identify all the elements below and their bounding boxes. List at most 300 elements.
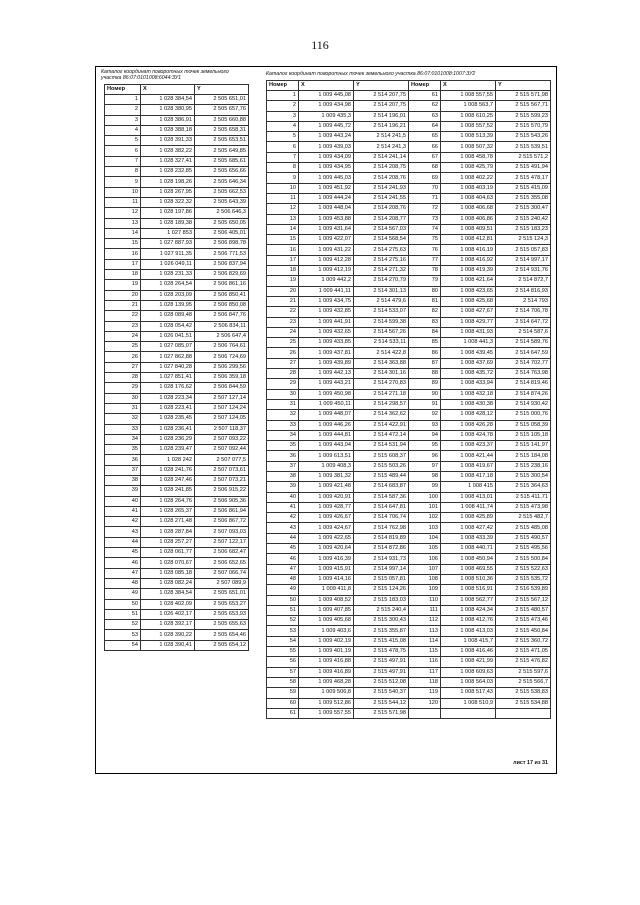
- table-cell: 2 507 122,17: [195, 537, 249, 547]
- table-row: [267, 348, 551, 358]
- table-cell: 1 009 431,64: [299, 224, 354, 234]
- table-cell: 2 514 647,72: [496, 317, 551, 327]
- table-cell: 1 027 840,28: [141, 362, 195, 372]
- table-cell: 19: [105, 280, 141, 290]
- table-cell: 2 515 057,83: [496, 245, 551, 255]
- table-cell: 58: [267, 677, 299, 687]
- table-cell: 5: [105, 136, 141, 146]
- table-row: [267, 163, 551, 173]
- table-cell: 2 515 539,51: [496, 142, 551, 152]
- table-cell: 35: [105, 445, 141, 455]
- table-cell: 15: [105, 239, 141, 249]
- table-cell: 1 008 510,9: [441, 698, 496, 708]
- table-cell: 2 505 643,39: [195, 197, 249, 207]
- table-cell: 1 009 422,07: [299, 235, 354, 245]
- table-row: [105, 393, 249, 403]
- table-row: [267, 286, 551, 296]
- table-cell: 7: [267, 152, 299, 162]
- table-cell: 88: [409, 369, 441, 379]
- table-cell: 2 515 570,79: [496, 121, 551, 131]
- table-cell: 23: [267, 317, 299, 327]
- table-cell: 1 028 089,48: [141, 311, 195, 321]
- table-cell: 2 514 241,93: [354, 183, 409, 193]
- table-cell: 31: [267, 399, 299, 409]
- table-cell: 91: [409, 399, 441, 409]
- table-cell: 1 009 557,55: [299, 708, 354, 718]
- header-number: Номер: [409, 81, 441, 91]
- table-cell: 1 009 512,86: [299, 698, 354, 708]
- table-cell: 73: [409, 214, 441, 224]
- table-cell: 81: [409, 296, 441, 306]
- table-cell: 38: [267, 471, 299, 481]
- table-cell: 1 009 434,98: [299, 101, 354, 111]
- table-row: [105, 259, 249, 269]
- table-cell: 1 008 412,81: [441, 235, 496, 245]
- table-cell: 2 507 073,21: [195, 475, 249, 485]
- table-cell: 1 008 423,37: [441, 441, 496, 451]
- table-cell: 50: [267, 595, 299, 605]
- table-cell: 2 515 571,98: [354, 708, 409, 718]
- table-cell: 12: [267, 204, 299, 214]
- table-row: [267, 317, 551, 327]
- table-row: [105, 496, 249, 506]
- table-cell: 2 514 874,26: [496, 389, 551, 399]
- table-row: [105, 115, 249, 125]
- table-cell: 1 028 287,84: [141, 527, 195, 537]
- table-cell: 34: [105, 434, 141, 444]
- table-cell: 2 505 662,53: [195, 187, 249, 197]
- table-cell: 33: [267, 420, 299, 430]
- table-cell: 2 515 141,97: [496, 441, 551, 451]
- table-row: [105, 239, 249, 249]
- table-cell: 1 027 851,41: [141, 373, 195, 383]
- table-cell: 2 514 568,54: [354, 235, 409, 245]
- table-cell: 34: [267, 430, 299, 440]
- table-cell: 1 009 414,16: [299, 574, 354, 584]
- table-cell: 2 515 566,7: [496, 677, 551, 687]
- table-row: [267, 111, 551, 121]
- table-cell: 1 009 424,67: [299, 523, 354, 533]
- table-cell: 2 515 608,37: [354, 451, 409, 461]
- table-cell: 1 009 408,3: [299, 461, 354, 471]
- table-cell: 2 506 837,94: [195, 259, 249, 269]
- table-cell: 16: [267, 245, 299, 255]
- table-row: [267, 224, 551, 234]
- table-cell: 2 515 497,91: [354, 657, 409, 667]
- table-cell: [441, 708, 496, 718]
- table-row: [267, 173, 551, 183]
- table-cell: 26: [267, 348, 299, 358]
- table-row: [105, 445, 249, 455]
- header-y: Y: [195, 85, 249, 95]
- coordinates-table-zu1: [104, 84, 249, 651]
- table-cell: 2 515 543,26: [496, 132, 551, 142]
- table-cell: 72: [409, 204, 441, 214]
- table-row: [105, 630, 249, 640]
- table-cell: 31: [105, 403, 141, 413]
- table-cell: 6: [105, 146, 141, 156]
- table-row: [267, 430, 551, 440]
- table-cell: 23: [105, 321, 141, 331]
- table-cell: 3: [267, 111, 299, 121]
- table-cell: 1 009 431,22: [299, 245, 354, 255]
- table-cell: 2 514 997,14: [354, 564, 409, 574]
- table-cell: 2 506 771,53: [195, 249, 249, 259]
- table-cell: 2 515 238,16: [496, 461, 551, 471]
- table-cell: 2 507 093,03: [195, 527, 249, 537]
- table-cell: 2 515 503,26: [354, 461, 409, 471]
- table-cell: 2 515 355,08: [496, 193, 551, 203]
- table-cell: 1 028 176,62: [141, 383, 195, 393]
- header-number: Номер: [267, 81, 299, 91]
- table-cell: 2 514 208,77: [354, 214, 409, 224]
- table-cell: 1 008 516,91: [441, 585, 496, 595]
- table-cell: 1 026 402,17: [141, 609, 195, 619]
- table-cell: 1 028 265,37: [141, 506, 195, 516]
- table-cell: 1 008 510,36: [441, 574, 496, 584]
- table-cell: 1 009 422,65: [299, 533, 354, 543]
- table-cell: 1 028 231,33: [141, 270, 195, 280]
- table-cell: 90: [409, 389, 441, 399]
- table-cell: 1 009 450,98: [299, 389, 354, 399]
- table-cell: 113: [409, 626, 441, 636]
- table-cell: 13: [267, 214, 299, 224]
- table-cell: 49: [267, 585, 299, 595]
- table-cell: 102: [409, 513, 441, 523]
- table-cell: 1 028 264,76: [141, 496, 195, 506]
- table-cell: 2 514 472,14: [354, 430, 409, 440]
- table-cell: 1 008 458,78: [441, 152, 496, 162]
- table-cell: 98: [409, 471, 441, 481]
- table-cell: 28: [267, 369, 299, 379]
- table-cell: 44: [105, 537, 141, 547]
- table-cell: 78: [409, 266, 441, 276]
- table-cell: 39: [267, 482, 299, 492]
- table-cell: 67: [409, 152, 441, 162]
- table-row: [105, 383, 249, 393]
- table-cell: 2 507 092,44: [195, 445, 249, 455]
- table-cell: 1 009 381,32: [299, 471, 354, 481]
- table-cell: 1 008 413,01: [441, 492, 496, 502]
- table-cell: 1 009 401,19: [299, 647, 354, 657]
- table-cell: 32: [267, 410, 299, 420]
- table-cell: 1 008 435,72: [441, 369, 496, 379]
- table-row: [105, 352, 249, 362]
- table-cell: 1: [267, 91, 299, 101]
- table-row: [105, 558, 249, 568]
- table-cell: 40: [267, 492, 299, 502]
- table-cell: 30: [105, 393, 141, 403]
- table-cell: 2 506 867,72: [195, 517, 249, 527]
- table-cell: 1 028 271,48: [141, 517, 195, 527]
- table-cell: 1 009 444,24: [299, 193, 354, 203]
- table-row: [105, 578, 249, 588]
- table-cell: 2 506 829,69: [195, 270, 249, 280]
- table-cell: 1 026 049,11: [141, 259, 195, 269]
- table-cell: 2 514 599,38: [354, 317, 409, 327]
- table-cell: 1 028 382,22: [141, 146, 195, 156]
- table-cell: 1 009 412,19: [299, 266, 354, 276]
- table-cell: 2 506 647,4: [195, 331, 249, 341]
- table-cell: 65: [409, 132, 441, 142]
- table-cell: 1 009 453,88: [299, 214, 354, 224]
- table-cell: 19: [267, 276, 299, 286]
- table-cell: 1 027 853: [141, 228, 195, 238]
- table-cell: 2 514 997,17: [496, 255, 551, 265]
- table-cell: 6: [267, 142, 299, 152]
- table-cell: 97: [409, 461, 441, 471]
- table-cell: 1 009 445,72: [299, 121, 354, 131]
- table-cell: 2 514 533,11: [354, 338, 409, 348]
- table-cell: 2 514 706,74: [354, 513, 409, 523]
- table-cell: 10: [105, 187, 141, 197]
- table-row: [267, 544, 551, 554]
- table-cell: 2 514 275,16: [354, 255, 409, 265]
- table-cell: 1 009 416,39: [299, 554, 354, 564]
- table-cell: 99: [409, 482, 441, 492]
- table-row: [105, 403, 249, 413]
- table-cell: 2 514 589,76: [496, 338, 551, 348]
- table-cell: 120: [409, 698, 441, 708]
- table-cell: 2 514 241,14: [354, 152, 409, 162]
- table-cell: 82: [409, 307, 441, 317]
- table-cell: 2 514 363,88: [354, 358, 409, 368]
- table-row: [105, 424, 249, 434]
- table-cell: 1 009 443,04: [299, 441, 354, 451]
- table-cell: 1 028 388,18: [141, 125, 195, 135]
- table-row: [267, 266, 551, 276]
- table-row: [267, 523, 551, 533]
- table-row: [267, 441, 551, 451]
- table-cell: 1 009 443,24: [299, 132, 354, 142]
- table-cell: 2 515 495,56: [496, 544, 551, 554]
- table-row: [105, 270, 249, 280]
- table-cell: 108: [409, 574, 441, 584]
- table-cell: 26: [105, 352, 141, 362]
- table-cell: 1 028 380,95: [141, 105, 195, 115]
- table-row: [267, 554, 551, 564]
- table-cell: 1 008 415,7: [441, 636, 496, 646]
- table-cell: 2 515 538,83: [496, 688, 551, 698]
- table-row: [105, 321, 249, 331]
- table-cell: 2 515 473,46: [496, 616, 551, 626]
- table-row: [267, 358, 551, 368]
- table-cell: 17: [267, 255, 299, 265]
- table-cell: 1 028 198,26: [141, 177, 195, 187]
- table-cell: 9: [105, 177, 141, 187]
- table-cell: 36: [105, 455, 141, 465]
- table-cell: 38: [105, 475, 141, 485]
- table-cell: 1 008 433,39: [441, 533, 496, 543]
- table-cell: 2 515 489,44: [354, 471, 409, 481]
- table-cell: 116: [409, 657, 441, 667]
- table-row: [267, 399, 551, 409]
- table-cell: 2 514 763,98: [496, 369, 551, 379]
- table-row: [267, 533, 551, 543]
- table-cell: 2 506 905,36: [195, 496, 249, 506]
- table-cell: 1 028 384,54: [141, 589, 195, 599]
- table-cell: 25: [267, 338, 299, 348]
- table-cell: 2 505 646,34: [195, 177, 249, 187]
- table-cell: 32: [105, 414, 141, 424]
- table-cell: 1 009 613,51: [299, 451, 354, 461]
- table-cell: 2 506 359,18: [195, 373, 249, 383]
- table-cell: 2 507 073,61: [195, 465, 249, 475]
- table-row: [105, 342, 249, 352]
- table-cell: 27: [267, 358, 299, 368]
- table-cell: 2 515 599,23: [496, 111, 551, 121]
- table-cell: 2 514 208,76: [354, 173, 409, 183]
- table-cell: 54: [105, 640, 141, 650]
- table-row: [267, 585, 551, 595]
- table-cell: 118: [409, 677, 441, 687]
- table-cell: 2 515 183,23: [496, 224, 551, 234]
- table-cell: 35: [267, 441, 299, 451]
- table-row: [267, 492, 551, 502]
- table-row: [105, 527, 249, 537]
- table-cell: 1 008 402,22: [441, 173, 496, 183]
- table-row: [267, 605, 551, 615]
- table-cell: 48: [105, 578, 141, 588]
- table-cell: 2 515 473,98: [496, 502, 551, 512]
- table-cell: 107: [409, 564, 441, 574]
- table-cell: 2 515 057,81: [354, 574, 409, 584]
- table-cell: 1 008 557,55: [441, 91, 496, 101]
- table-cell: 2 506 844,59: [195, 383, 249, 393]
- table-row: [267, 204, 551, 214]
- table-cell: 109: [409, 585, 441, 595]
- table-cell: 2: [105, 105, 141, 115]
- table-cell: 100: [409, 492, 441, 502]
- table-row: [105, 105, 249, 115]
- table-row: [105, 475, 249, 485]
- table-cell: 57: [267, 667, 299, 677]
- table-cell: 1 028 242: [141, 455, 195, 465]
- table-cell: 2 515 512,08: [354, 677, 409, 687]
- table-cell: 2 515 491,94: [496, 163, 551, 173]
- table-cell: 79: [409, 276, 441, 286]
- table-cell: 84: [409, 327, 441, 337]
- table-cell: 1 028 223,41: [141, 403, 195, 413]
- table-row: [267, 688, 551, 698]
- header-x: X: [441, 81, 496, 91]
- table-cell: 1 008 610,25: [441, 111, 496, 121]
- table-cell: 1 028 203,09: [141, 290, 195, 300]
- header-x: X: [299, 81, 354, 91]
- table-cell: 1 027 085,07: [141, 342, 195, 352]
- table-cell: 46: [267, 554, 299, 564]
- table-row: [267, 451, 551, 461]
- table-cell: 1 008 562,77: [441, 595, 496, 605]
- table-cell: 1 008 412,76: [441, 616, 496, 626]
- table-cell: 7: [105, 156, 141, 166]
- table-cell: 1 008 424,78: [441, 430, 496, 440]
- table-cell: 14: [267, 224, 299, 234]
- table-row: [267, 276, 551, 286]
- table-row: [105, 465, 249, 475]
- table-cell: 2 514 208,76: [354, 204, 409, 214]
- table-cell: 47: [105, 568, 141, 578]
- table-cell: 2 514 301,16: [354, 369, 409, 379]
- table-cell: 68: [409, 163, 441, 173]
- table-row: [267, 296, 551, 306]
- table-cell: 2 515 415,08: [354, 636, 409, 646]
- table-cell: 1 027 911,35: [141, 249, 195, 259]
- table-cell: 1 028 189,38: [141, 218, 195, 228]
- table-cell: 2 514 816,93: [496, 286, 551, 296]
- table-cell: 2 514 533,07: [354, 307, 409, 317]
- table-cell: 1 009 448,07: [299, 410, 354, 420]
- table-cell: 1 009 416,89: [299, 667, 354, 677]
- table-cell: 43: [105, 527, 141, 537]
- table-row: [267, 193, 551, 203]
- table-cell: 2 506 646,3: [195, 208, 249, 218]
- table-cell: 1 027 887,93: [141, 239, 195, 249]
- table-cell: 2 515 567,71: [496, 101, 551, 111]
- table-cell: 1 008 469,55: [441, 564, 496, 574]
- table-cell: 1 009 437,81: [299, 348, 354, 358]
- table-cell: 2 514 931,73: [354, 554, 409, 564]
- table-row: [267, 461, 551, 471]
- table-cell: 2 515 300,47: [496, 204, 551, 214]
- table-cell: 2 515 497,91: [354, 667, 409, 677]
- table-row: [105, 537, 249, 547]
- table-cell: 2 515 535,72: [496, 574, 551, 584]
- table-cell: 2 506 764,61: [195, 342, 249, 352]
- table-cell: 2 514 702,77: [496, 358, 551, 368]
- table-cell: 39: [105, 486, 141, 496]
- table-row: [267, 471, 551, 481]
- table-cell: 2 515 240,42: [496, 214, 551, 224]
- table-row: [105, 486, 249, 496]
- table-row: [105, 362, 249, 372]
- table-cell: 1 008 513,39: [441, 132, 496, 142]
- table-cell: 117: [409, 667, 441, 677]
- table-cell: 71: [409, 193, 441, 203]
- table-cell: 2 505 651,01: [195, 95, 249, 105]
- table-cell: 2 515 364,63: [496, 482, 551, 492]
- table-cell: 2 514 683,87: [354, 482, 409, 492]
- table-cell: 1 008 416,46: [441, 647, 496, 657]
- table-row: [267, 616, 551, 626]
- table-cell: 2 514 422,8: [354, 348, 409, 358]
- table-row: [105, 620, 249, 630]
- table-cell: 2 514 872,7: [496, 276, 551, 286]
- table-cell: 2 507 077,5: [195, 455, 249, 465]
- table-cell: [496, 708, 551, 718]
- table-cell: 1 009 432,85: [299, 307, 354, 317]
- table-cell: 1 008 428,12: [441, 410, 496, 420]
- table-row: [105, 125, 249, 135]
- table-cell: 11: [267, 193, 299, 203]
- table-cell: 66: [409, 142, 441, 152]
- table-row: [267, 235, 551, 245]
- table-row: [105, 146, 249, 156]
- table-cell: 2 514 567,26: [354, 327, 409, 337]
- table-cell: 63: [409, 111, 441, 121]
- table-cell: 2 515 411,71: [496, 492, 551, 502]
- caption-table-zu1: Каталог координат поворотных точек земельного участка 86:07:0101008:6044:ЗУ1: [101, 69, 229, 82]
- table-cell: 1 008 427,42: [441, 523, 496, 533]
- table-cell: 2 515 355,87: [354, 626, 409, 636]
- table-row: [105, 589, 249, 599]
- table-cell: 1 009 468,28: [299, 677, 354, 687]
- table-cell: 1 008 429,77: [441, 317, 496, 327]
- table-row: [105, 599, 249, 609]
- header-number: Номер: [105, 85, 141, 95]
- table-cell: 2 514 208,75: [354, 163, 409, 173]
- table-cell: 2 514 275,63: [354, 245, 409, 255]
